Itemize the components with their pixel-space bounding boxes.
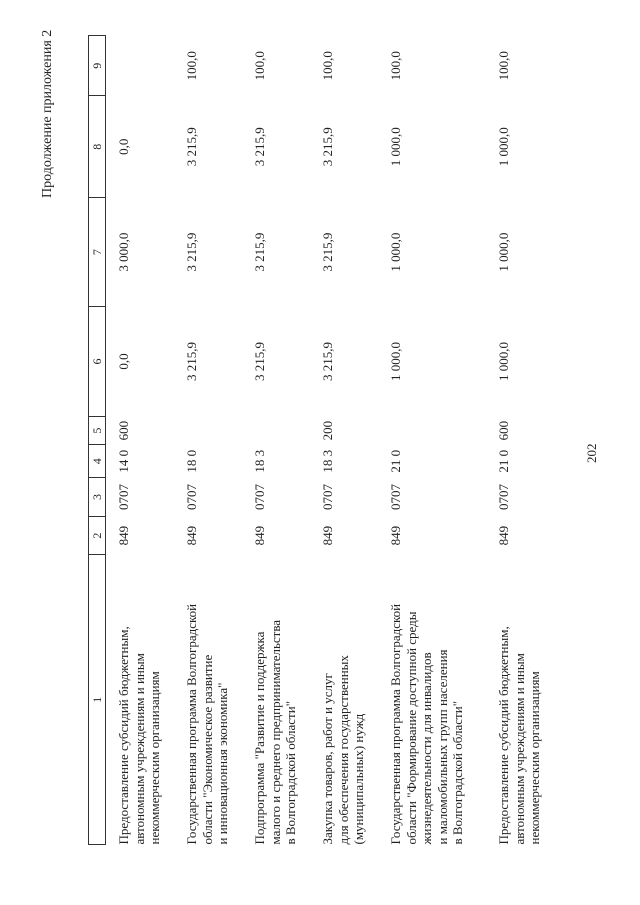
cell-expense-type xyxy=(176,416,244,445)
cell-col9: 100,0 xyxy=(320,51,335,81)
cell-program: 21 0 xyxy=(388,449,403,473)
cell-expense-type: 600 xyxy=(116,420,131,441)
budget-table xyxy=(88,35,556,845)
table-row xyxy=(488,36,556,845)
continuation-title: Продолжение приложения 2 xyxy=(40,29,55,198)
column-header-4: 4 xyxy=(89,445,106,478)
column-number-row xyxy=(89,36,106,845)
cell-col7: 1 000,0 xyxy=(496,232,511,272)
cell-col9: 100,0 xyxy=(252,51,267,81)
row-name: Предоставление субсидий бюджетным, автономным учреждениям и иным некоммерческим организациям xyxy=(496,626,543,845)
cell-expense-type xyxy=(380,416,488,445)
cell-expense-type xyxy=(244,416,312,445)
cell-section: 0707 xyxy=(184,483,199,510)
cell-col7: 1 000,0 xyxy=(388,232,403,272)
table-row xyxy=(106,36,177,845)
cell-section: 0707 xyxy=(496,483,511,510)
column-header-5: 5 xyxy=(89,416,106,445)
column-header-6: 6 xyxy=(89,307,106,416)
cell-col6: 1 000,0 xyxy=(388,342,403,382)
cell-col6: 3 215,9 xyxy=(320,342,335,382)
column-header-9: 9 xyxy=(89,36,106,96)
cell-program: 21 0 xyxy=(496,449,511,473)
cell-code: 849 xyxy=(252,525,267,546)
cell-col6: 0,0 xyxy=(116,353,131,370)
row-name: Закупка товаров, работ и услуг для обеспечения государственных (муниципальных) нужд xyxy=(320,655,367,845)
cell-expense-type: 200 xyxy=(320,420,335,441)
row-name: Предоставление субсидий бюджетным, автономным учреждениям и иным некоммерческим организациям xyxy=(116,626,163,845)
cell-col9: 100,0 xyxy=(184,51,199,81)
cell-col9: 100,0 xyxy=(388,51,403,81)
cell-code: 849 xyxy=(184,525,199,546)
cell-code: 849 xyxy=(388,525,403,546)
cell-section: 0707 xyxy=(116,483,131,510)
cell-col8: 1 000,0 xyxy=(496,127,511,167)
cell-col6: 3 215,9 xyxy=(252,342,267,382)
cell-program: 14 0 xyxy=(116,449,131,473)
cell-col7: 3 215,9 xyxy=(184,232,199,272)
cell-col7: 3 000,0 xyxy=(116,232,131,272)
cell-col6: 1 000,0 xyxy=(496,342,511,382)
cell-program: 18 0 xyxy=(184,449,199,473)
cell-col8: 0,0 xyxy=(116,138,131,155)
row-name: Государственная программа Волгоградской области "Формирование доступной среды жизнедеятельности для инвалидов и маломобильных групп населения в Волгоградской области" xyxy=(388,603,466,845)
table-row xyxy=(312,36,380,845)
column-header-7: 7 xyxy=(89,197,106,306)
cell-section: 0707 xyxy=(388,483,403,510)
cell-expense-type: 600 xyxy=(496,420,511,441)
cell-col9: 100,0 xyxy=(496,51,511,81)
cell-code: 849 xyxy=(320,525,335,546)
column-header-8: 8 xyxy=(89,96,106,198)
cell-col7: 3 215,9 xyxy=(252,232,267,272)
cell-code: 849 xyxy=(496,525,511,546)
row-name: Подпрограмма "Развитие и поддержка малого и среднего предпринимательства в Волгоградской области" xyxy=(252,619,299,845)
column-header-2: 2 xyxy=(89,516,106,555)
cell-program: 18 3 xyxy=(252,449,267,473)
table-row xyxy=(380,36,488,845)
cell-section: 0707 xyxy=(252,483,267,510)
table-row xyxy=(244,36,312,845)
cell-col6: 3 215,9 xyxy=(184,342,199,382)
cell-col8: 3 215,9 xyxy=(252,127,267,167)
cell-program: 18 3 xyxy=(320,449,335,473)
column-header-3: 3 xyxy=(89,478,106,517)
row-name: Государственная программа Волгоградской области "Экономическое развитие и инновационная экономика" xyxy=(184,603,231,845)
cell-code: 849 xyxy=(116,525,131,546)
page-number: 202 xyxy=(584,443,599,463)
cell-section: 0707 xyxy=(320,483,335,510)
column-header-1: 1 xyxy=(89,555,106,845)
cell-col9 xyxy=(106,36,177,96)
cell-col8: 3 215,9 xyxy=(184,127,199,167)
cell-col8: 3 215,9 xyxy=(320,127,335,167)
cell-col7: 3 215,9 xyxy=(320,232,335,272)
cell-col8: 1 000,0 xyxy=(388,127,403,167)
table-row xyxy=(176,36,244,845)
